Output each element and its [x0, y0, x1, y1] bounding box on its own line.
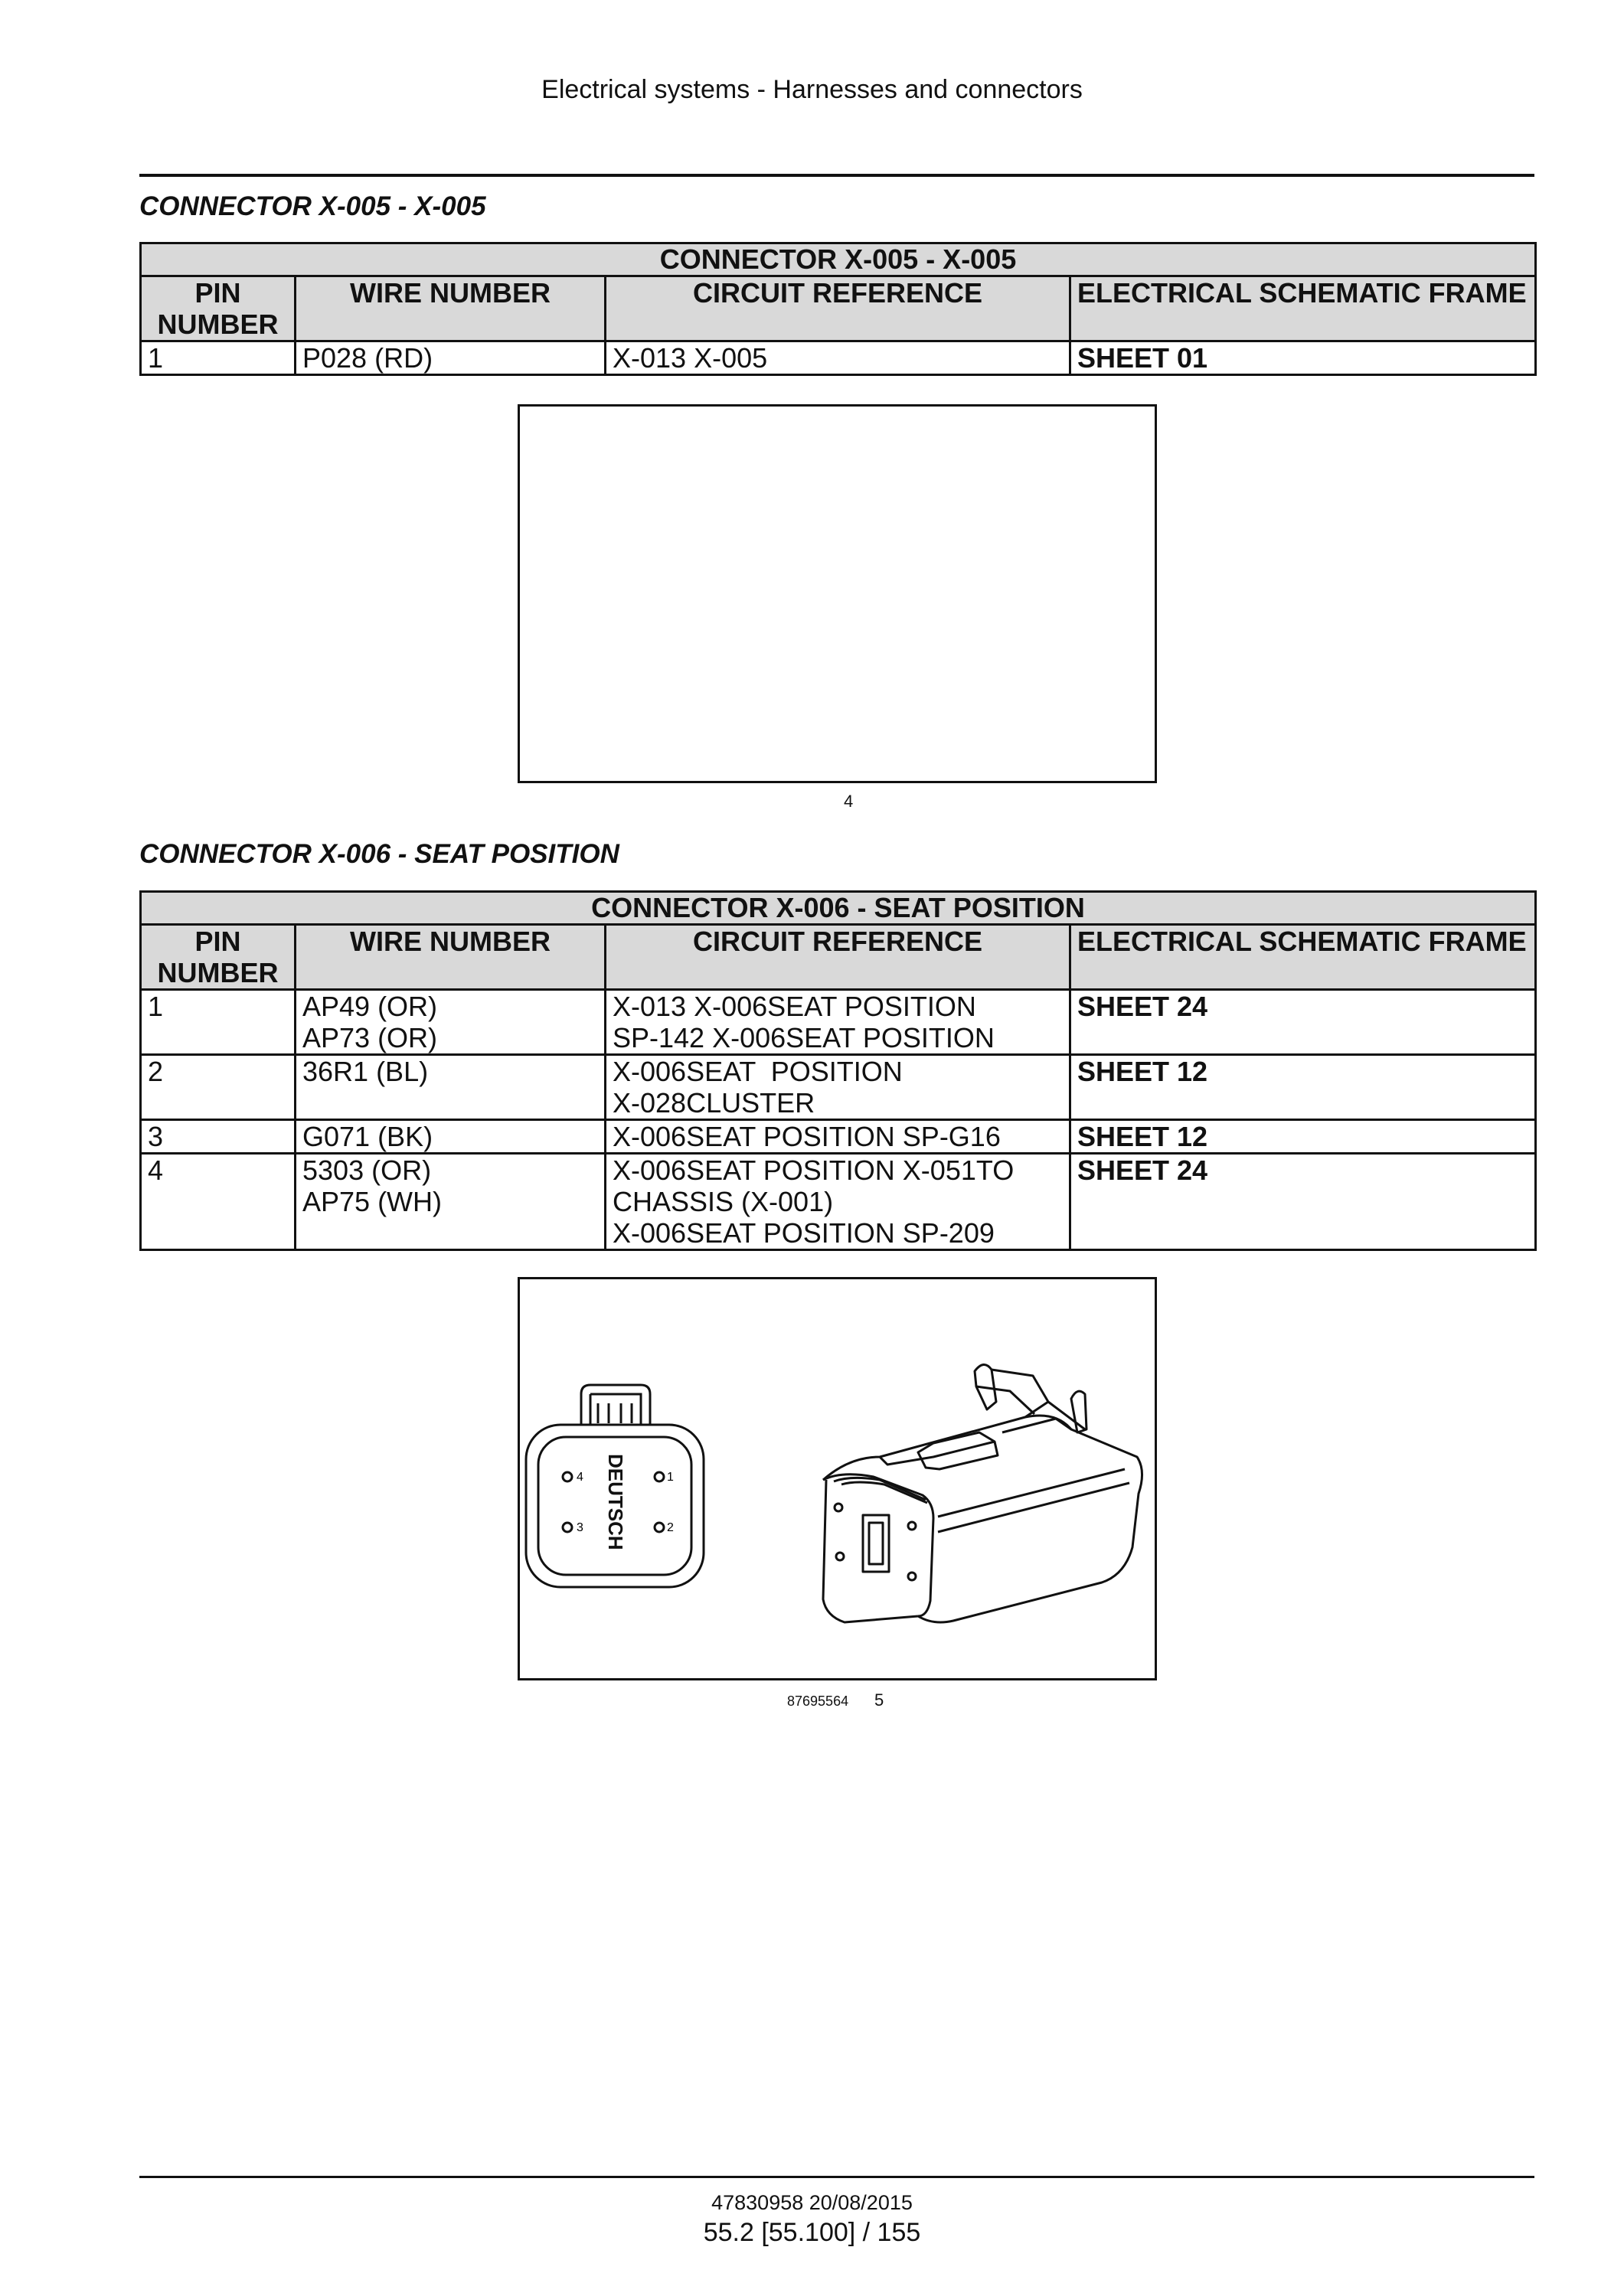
- wire-number: 36R1 (BL): [302, 1056, 429, 1087]
- schematic-frame-cell: SHEET 24: [1070, 1154, 1536, 1250]
- col-header-frame: ELECTRICAL SCHEMATIC FRAME: [1070, 276, 1536, 341]
- table-row: [141, 1055, 1536, 1120]
- pin-cell: 1: [141, 990, 296, 1055]
- circuit-reference: X-006SEAT POSITION X-051TO: [613, 1155, 1015, 1186]
- header-rule: [139, 174, 1534, 177]
- circuit-cell: [606, 1120, 1070, 1154]
- wire-cell: [296, 1055, 606, 1120]
- wire-cell: [296, 1154, 606, 1250]
- table-caption: CONNECTOR X-006 - SEAT POSITION: [141, 892, 1536, 925]
- wire-number: 5303 (OR): [302, 1155, 432, 1186]
- schematic-frame-cell: SHEET 01: [1070, 341, 1536, 375]
- pin-cell: 1: [141, 341, 296, 375]
- wire-cell: [296, 1120, 606, 1154]
- pin-label-3: 3: [577, 1521, 583, 1534]
- circuit-reference: X-006SEAT POSITION: [613, 1056, 903, 1087]
- page-header: Electrical systems - Harnesses and connectors: [541, 75, 1083, 104]
- table-row: [141, 341, 1536, 375]
- wire-number: AP73 (OR): [302, 1022, 438, 1053]
- pin-label-4: 4: [577, 1471, 583, 1484]
- table-caption: CONNECTOR X-005 - X-005: [141, 243, 1536, 276]
- section-title-x005: CONNECTOR X-005 - X-005: [139, 191, 486, 221]
- circuit-cell: [606, 990, 1070, 1055]
- footer-doc-date: 47830958 20/08/2015: [711, 2191, 913, 2214]
- circuit-cell: [606, 341, 1070, 375]
- col-header-pin: PIN NUMBER: [141, 925, 296, 990]
- figure-4-number: 4: [844, 792, 854, 811]
- col-header-wire: WIRE NUMBER: [296, 276, 606, 341]
- wire-number: P028 (RD): [302, 342, 433, 374]
- connector-table-x006: [139, 890, 1537, 1251]
- pin-label-1: 1: [667, 1471, 674, 1484]
- circuit-reference: X-013 X-005: [613, 342, 768, 374]
- figure-5-number: 5: [874, 1690, 884, 1710]
- col-header-circuit: CIRCUIT REFERENCE: [606, 925, 1070, 990]
- wire-number: AP49 (OR): [302, 991, 438, 1022]
- wire-number: G071 (BK): [302, 1121, 433, 1152]
- footer-rule: [139, 2176, 1534, 2178]
- wire-number: AP75 (WH): [302, 1186, 443, 1217]
- circuit-cell: [606, 1154, 1070, 1250]
- col-header-circuit: CIRCUIT REFERENCE: [606, 276, 1070, 341]
- col-header-wire: WIRE NUMBER: [296, 925, 606, 990]
- schematic-frame-cell: SHEET 24: [1070, 990, 1536, 1055]
- figure-4-image-box: [518, 404, 1157, 783]
- table-row: [141, 1120, 1536, 1154]
- circuit-cell: [606, 1055, 1070, 1120]
- section-title-x006: CONNECTOR X-006 - SEAT POSITION: [139, 839, 619, 869]
- footer-page-number: 55.2 [55.100] / 155: [703, 2218, 921, 2247]
- col-header-frame: ELECTRICAL SCHEMATIC FRAME: [1070, 925, 1536, 990]
- circuit-reference: X-028CLUSTER: [613, 1087, 815, 1119]
- pin-label-2: 2: [667, 1521, 674, 1534]
- circuit-reference: SP-142 X-006SEAT POSITION: [613, 1022, 995, 1053]
- col-header-pin: PIN NUMBER: [141, 276, 296, 341]
- pin-cell: 4: [141, 1154, 296, 1250]
- connector-illustration: [520, 1279, 1155, 1678]
- wire-cell: [296, 341, 606, 375]
- connector-table-x005: [139, 242, 1537, 376]
- figure-5-image-box: [518, 1277, 1157, 1680]
- table-row: [141, 990, 1536, 1055]
- wire-cell: [296, 990, 606, 1055]
- pin-cell: 3: [141, 1120, 296, 1154]
- schematic-frame-cell: SHEET 12: [1070, 1055, 1536, 1120]
- circuit-reference: CHASSIS (X-001): [613, 1186, 834, 1217]
- table-row: [141, 1154, 1536, 1250]
- schematic-frame-cell: SHEET 12: [1070, 1120, 1536, 1154]
- circuit-reference: X-006SEAT POSITION SP-G16: [613, 1121, 1001, 1152]
- pin-cell: 2: [141, 1055, 296, 1120]
- figure-5-image-id: 87695564: [787, 1693, 849, 1709]
- circuit-reference: X-006SEAT POSITION SP-209: [613, 1217, 995, 1249]
- connector-isometric-view: [823, 1364, 1142, 1622]
- circuit-reference: X-013 X-006SEAT POSITION: [613, 991, 976, 1022]
- brand-logo-text: DEUTSCH: [604, 1454, 627, 1550]
